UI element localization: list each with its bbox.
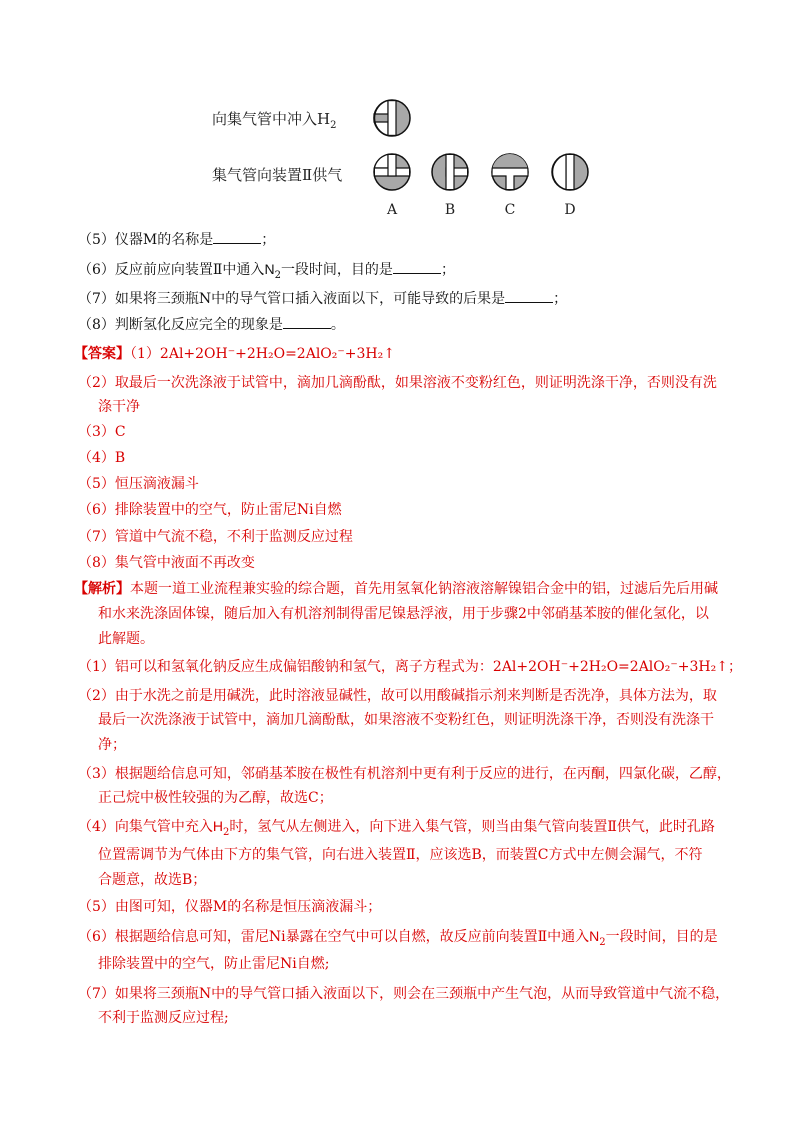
- analysis-p1: （1）铝可以和氢氧化钠反应生成偏铝酸钠和氢气，离子方程式为：2Al+2OH⁻+2H₂O=2AlO₂⁻+3H₂↑；: [78, 659, 742, 675]
- analysis-p6-text-a: （6）根据题给信息可知，雷尼Ni暴露在空气中可以自燃，故反应前向装置Ⅱ中通入: [78, 929, 590, 945]
- analysis-p2-3: 净；: [98, 737, 126, 753]
- question-6-text-a: 反应前应向装置Ⅱ中通入: [114, 262, 265, 278]
- question-8-text: 判断氢化反应完全的现象是: [114, 317, 283, 333]
- question-8: [78, 314, 738, 336]
- question-5-text: 仪器M的名称是: [114, 232, 214, 248]
- question-5-number: （5）: [78, 232, 115, 248]
- analysis-tag: 【解析】: [74, 581, 130, 597]
- answer-4: （4）B: [78, 450, 126, 466]
- analysis-p4-h2: H: [212, 818, 224, 834]
- question-6-text-b: 一段时间，目的是: [280, 262, 393, 278]
- analysis-p3-2: 正己烷中极性较强的为乙醇，故选C；: [98, 790, 333, 806]
- answer-6: [78, 499, 738, 521]
- valve-label-a: A: [386, 202, 398, 218]
- answer-blank: [213, 229, 261, 244]
- question-6-number: （6）: [78, 262, 115, 278]
- question-5: [78, 229, 738, 251]
- analysis-intro-1: [74, 578, 734, 600]
- question-7: [78, 288, 738, 310]
- answer-6-number: （6）: [78, 502, 115, 518]
- analysis-p4-3: 合题意，故选B；: [98, 872, 207, 888]
- analysis-p6-1: [78, 925, 738, 954]
- analysis-p7-2: 不利于监测反应过程;: [98, 1010, 229, 1026]
- analysis-p4-text-b: 时，氢气从左侧进入，向下进入集气管，则当由集气管向装置Ⅱ供气，此时孔路: [229, 819, 715, 835]
- answer-6-text: 排除装置中的空气，防止雷尼Ni自燃: [114, 502, 342, 518]
- question-6-end: ；: [440, 262, 455, 278]
- analysis-p3-1: （3）根据题给信息可知，邻硝基苯胺在极性有机溶剂中更有利于反应的进行，在丙酮，四氯化碳，乙醇，: [78, 766, 731, 782]
- question-6-n2: N: [264, 261, 275, 277]
- answer-1-text: 2Al+2OH⁻+2H₂O=2AlO₂⁻+3H₂↑: [159, 346, 395, 362]
- answer-blank: [505, 288, 553, 303]
- analysis-p4-2: 位置需调节为气体由下方的集气管，向右进入装置Ⅱ，应该选B，而装置C方式中左侧会漏气，不符: [98, 847, 703, 863]
- valve-label-c: C: [504, 202, 516, 218]
- answer-2-number: （2）: [78, 375, 115, 391]
- analysis-p2-1: （2）由于水洗之前是用碱洗，此时溶液显碱性，故可以用酸碱指示剂来判断是否洗净，具体方法为，取: [78, 688, 717, 704]
- analysis-p4-text-a: （4）向集气管中充入: [78, 819, 213, 835]
- question-8-end: 。: [330, 317, 345, 333]
- valve-label-d: D: [564, 202, 576, 218]
- valve-d: [550, 152, 590, 192]
- answer-1-number: （1）: [130, 346, 160, 362]
- question-7-text: 如果将三颈瓶N中的导气管口插入液面以下，可能导致的后果是: [114, 291, 506, 307]
- question-8-number: （8）: [78, 317, 115, 333]
- answer-5: （5）恒压滴液漏斗: [78, 476, 199, 492]
- answer-blank: [393, 259, 441, 274]
- analysis-intro-3: 此解题。: [98, 631, 154, 647]
- valve-fill-diagram: [372, 98, 412, 138]
- question-7-end: ；: [553, 291, 568, 307]
- valve-c: [490, 152, 530, 192]
- analysis-p6-2: 排除装置中的空气，防止雷尼Ni自燃;: [98, 956, 330, 972]
- analysis-p2-2: 最后一次洗涤液于试管中，滴加几滴酚酞，如果溶液不变粉红色，则证明洗涤干净，否则没有洗涤干: [98, 712, 714, 728]
- analysis-intro-2: 和水来洗涤固体镍，随后加入有机溶剂制得雷尼镍悬浮液，用于步骤2中邻硝基苯胺的催化氢化，以: [98, 606, 709, 622]
- analysis-p5: （5）由图可知，仪器M的名称是恒压滴液漏斗；: [78, 899, 382, 915]
- analysis-p7-1: （7）如果将三颈瓶N中的导气管口插入液面以下，则会在三颈瓶中产生气泡，从而导致管道中气流不稳，: [78, 986, 730, 1002]
- answer-1: [74, 343, 734, 365]
- answer-8: （8）集气管中液面不再改变: [78, 555, 255, 571]
- valve-b: [430, 152, 470, 192]
- analysis-p6-text-b: 一段时间，目的是: [605, 929, 718, 945]
- analysis-p6-n2: N: [589, 928, 600, 944]
- answer-2-line-1: 取最后一次洗涤液于试管中，滴加几滴酚酞，如果溶液不变粉红色，则证明洗涤干净，否则没有洗: [114, 375, 717, 391]
- valve-a: [372, 152, 412, 192]
- answer-2-cont: 涤干净: [98, 399, 140, 415]
- question-5-end: ；: [261, 232, 276, 248]
- analysis-p4-h2-sub: 2: [223, 826, 230, 838]
- question-7-number: （7）: [78, 291, 115, 307]
- diagram-label-fill-sub: 2: [330, 120, 337, 131]
- question-6: [78, 258, 738, 287]
- valve-label-b: B: [444, 202, 456, 218]
- analysis-p6-n2-sub: 2: [599, 936, 606, 948]
- answer-tag: 【答案】: [74, 346, 130, 362]
- analysis-intro-line-1: 本题一道工业流程兼实验的综合题，首先用氢氧化钠溶液溶解镍铝合金中的铝，过滤后先后用碱: [130, 581, 718, 597]
- answer-2: [78, 372, 738, 394]
- answer-3: （3）C: [78, 424, 126, 440]
- diagram-label-supply: 集气管向装置Ⅱ供气: [212, 166, 343, 184]
- diagram-label-fill-text: 向集气管中冲入H: [212, 110, 331, 128]
- analysis-p4-1: [78, 815, 738, 844]
- diagram-label-fill: [212, 108, 336, 131]
- answer-7: （7）管道中气流不稳，不利于监测反应过程: [78, 529, 353, 545]
- answer-blank: [283, 314, 331, 329]
- question-6-n2-sub: 2: [274, 269, 281, 281]
